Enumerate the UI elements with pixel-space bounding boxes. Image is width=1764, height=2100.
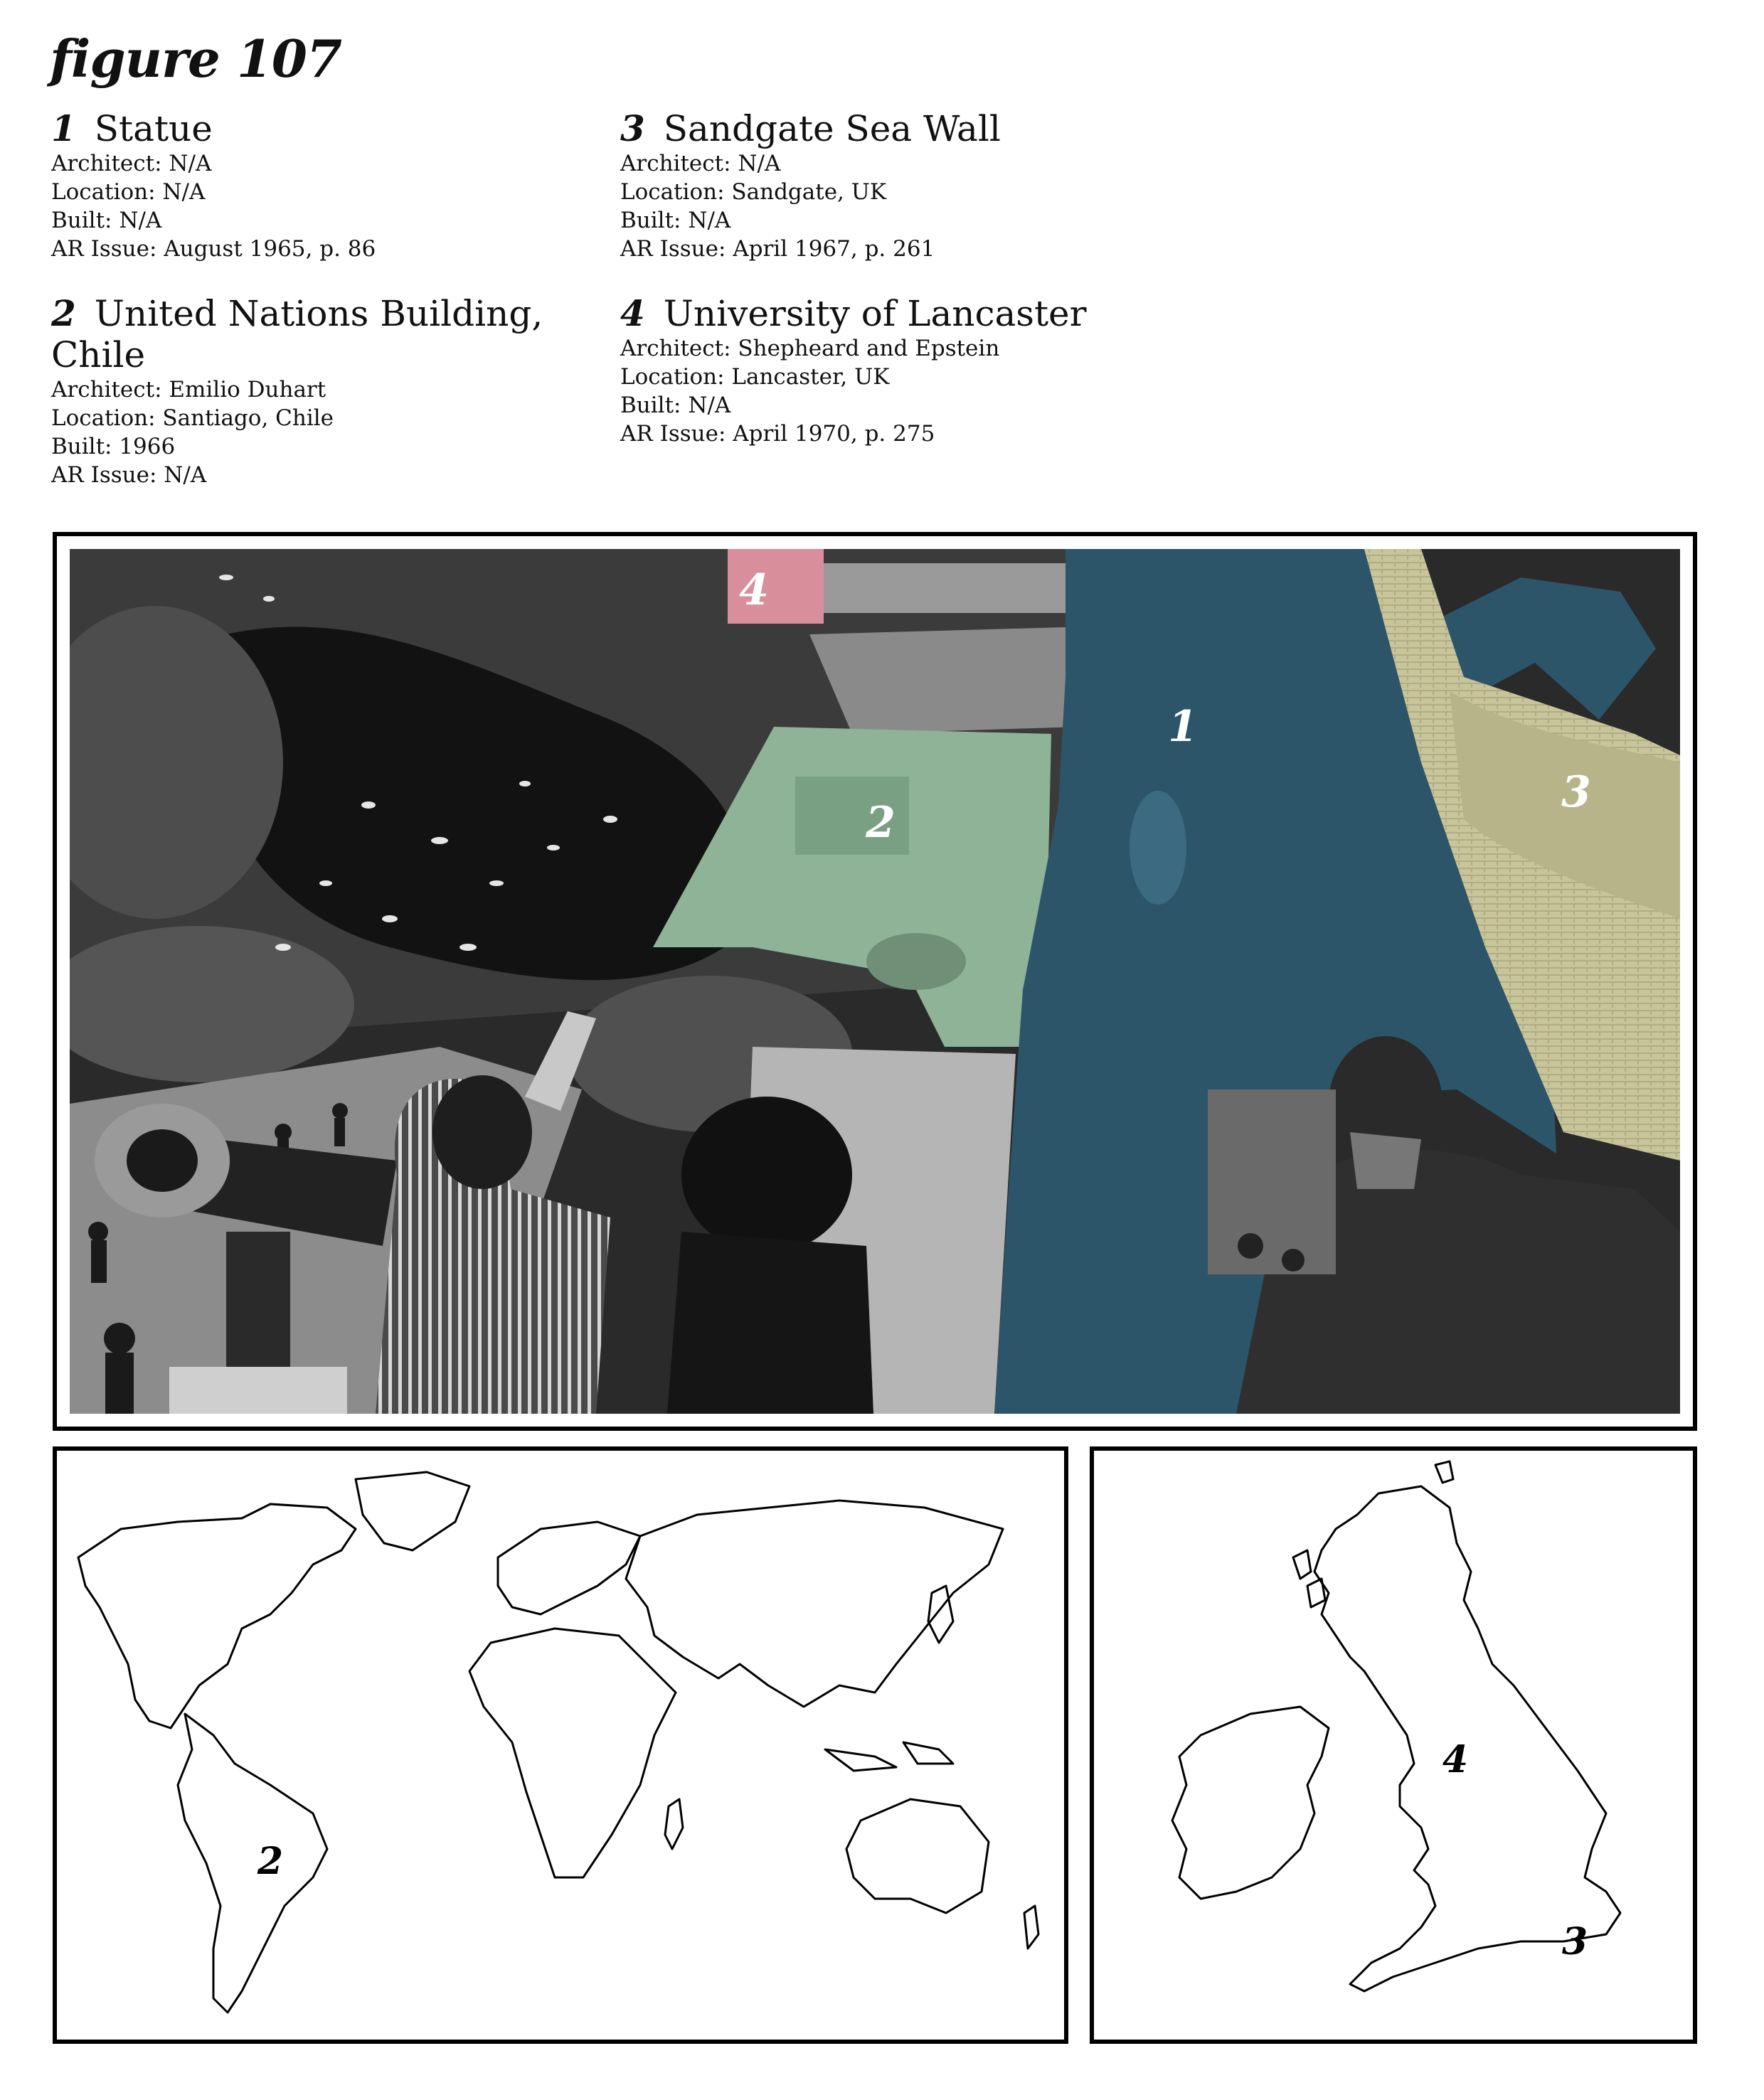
- entry-ar-issue: AR Issue: April 1970, p. 275: [620, 421, 935, 447]
- entry-ar-issue: AR Issue: N/A: [51, 462, 207, 488]
- uk-map-frame: [1090, 1446, 1697, 2044]
- australia-outline: [846, 1799, 989, 1913]
- entry-name: University of Lancaster: [663, 293, 1087, 334]
- entry-un-building: [51, 293, 592, 489]
- entry-name: Sandgate Sea Wall: [663, 108, 1001, 149]
- entry-sandgate: [620, 108, 1161, 263]
- entry-heading: [51, 108, 592, 149]
- entry-lancaster: [620, 293, 1161, 448]
- world-map-frame: [53, 1446, 1068, 2044]
- entry-built: Built: N/A: [620, 393, 731, 418]
- entry-architect: Architect: N/A: [620, 151, 781, 176]
- collage-marker-1: 1: [1168, 702, 1198, 752]
- europe-outline: [498, 1522, 640, 1614]
- entry-name-line2: Chile: [51, 334, 146, 375]
- entry-location: Location: Lancaster, UK: [620, 364, 890, 390]
- woman-figure: [667, 1097, 873, 1414]
- south-america-outline: [178, 1714, 327, 2013]
- collage-marker-3: 3: [1561, 767, 1591, 817]
- entry-built: Built: 1966: [51, 434, 176, 459]
- entry-number: 2: [51, 292, 76, 334]
- entry-architect: Architect: Shepheard and Epstein: [620, 336, 1000, 361]
- entry-name: United Nations Building,: [94, 293, 543, 334]
- entry-number: 1: [51, 107, 76, 149]
- entry-location: Location: Sandgate, UK: [620, 179, 887, 205]
- collage-image: [70, 549, 1680, 1414]
- entry-statue: [51, 108, 592, 263]
- uk-map-marker-3: 3: [1561, 1920, 1588, 1963]
- entry-heading: [620, 108, 1161, 149]
- world-map-marker-2: 2: [257, 1840, 284, 1883]
- entry-location: Location: Santiago, Chile: [51, 405, 334, 431]
- entry-name: Statue: [94, 108, 213, 149]
- entry-architect: Architect: N/A: [51, 151, 212, 176]
- uk-map: [1094, 1451, 1693, 2040]
- world-map: [57, 1451, 1064, 2040]
- entry-heading: [51, 293, 592, 334]
- figure-title: figure 107: [50, 28, 342, 89]
- collage-frame: [53, 532, 1697, 1431]
- entry-number: 4: [620, 292, 645, 334]
- entry-ar-issue: AR Issue: April 1967, p. 261: [620, 236, 935, 262]
- collage-marker-4: 4: [739, 565, 769, 615]
- entry-heading: [620, 293, 1161, 334]
- entry-built: Built: N/A: [51, 208, 162, 233]
- entry-architect: Architect: Emilio Duhart: [51, 377, 326, 403]
- asia-outline: [626, 1501, 1003, 1707]
- collage-marker-2: 2: [866, 798, 896, 848]
- entry-built: Built: N/A: [620, 208, 731, 233]
- entry-location: Location: N/A: [51, 179, 206, 205]
- north-america-outline: [78, 1504, 356, 1728]
- collage-illustration: [70, 549, 1680, 1414]
- entry-number: 3: [620, 107, 645, 149]
- uk-map-marker-4: 4: [1442, 1738, 1469, 1781]
- entry-ar-issue: AR Issue: August 1965, p. 86: [51, 236, 376, 262]
- ireland-outline: [1172, 1707, 1329, 1899]
- greenland-outline: [356, 1472, 469, 1550]
- africa-outline: [469, 1629, 676, 1877]
